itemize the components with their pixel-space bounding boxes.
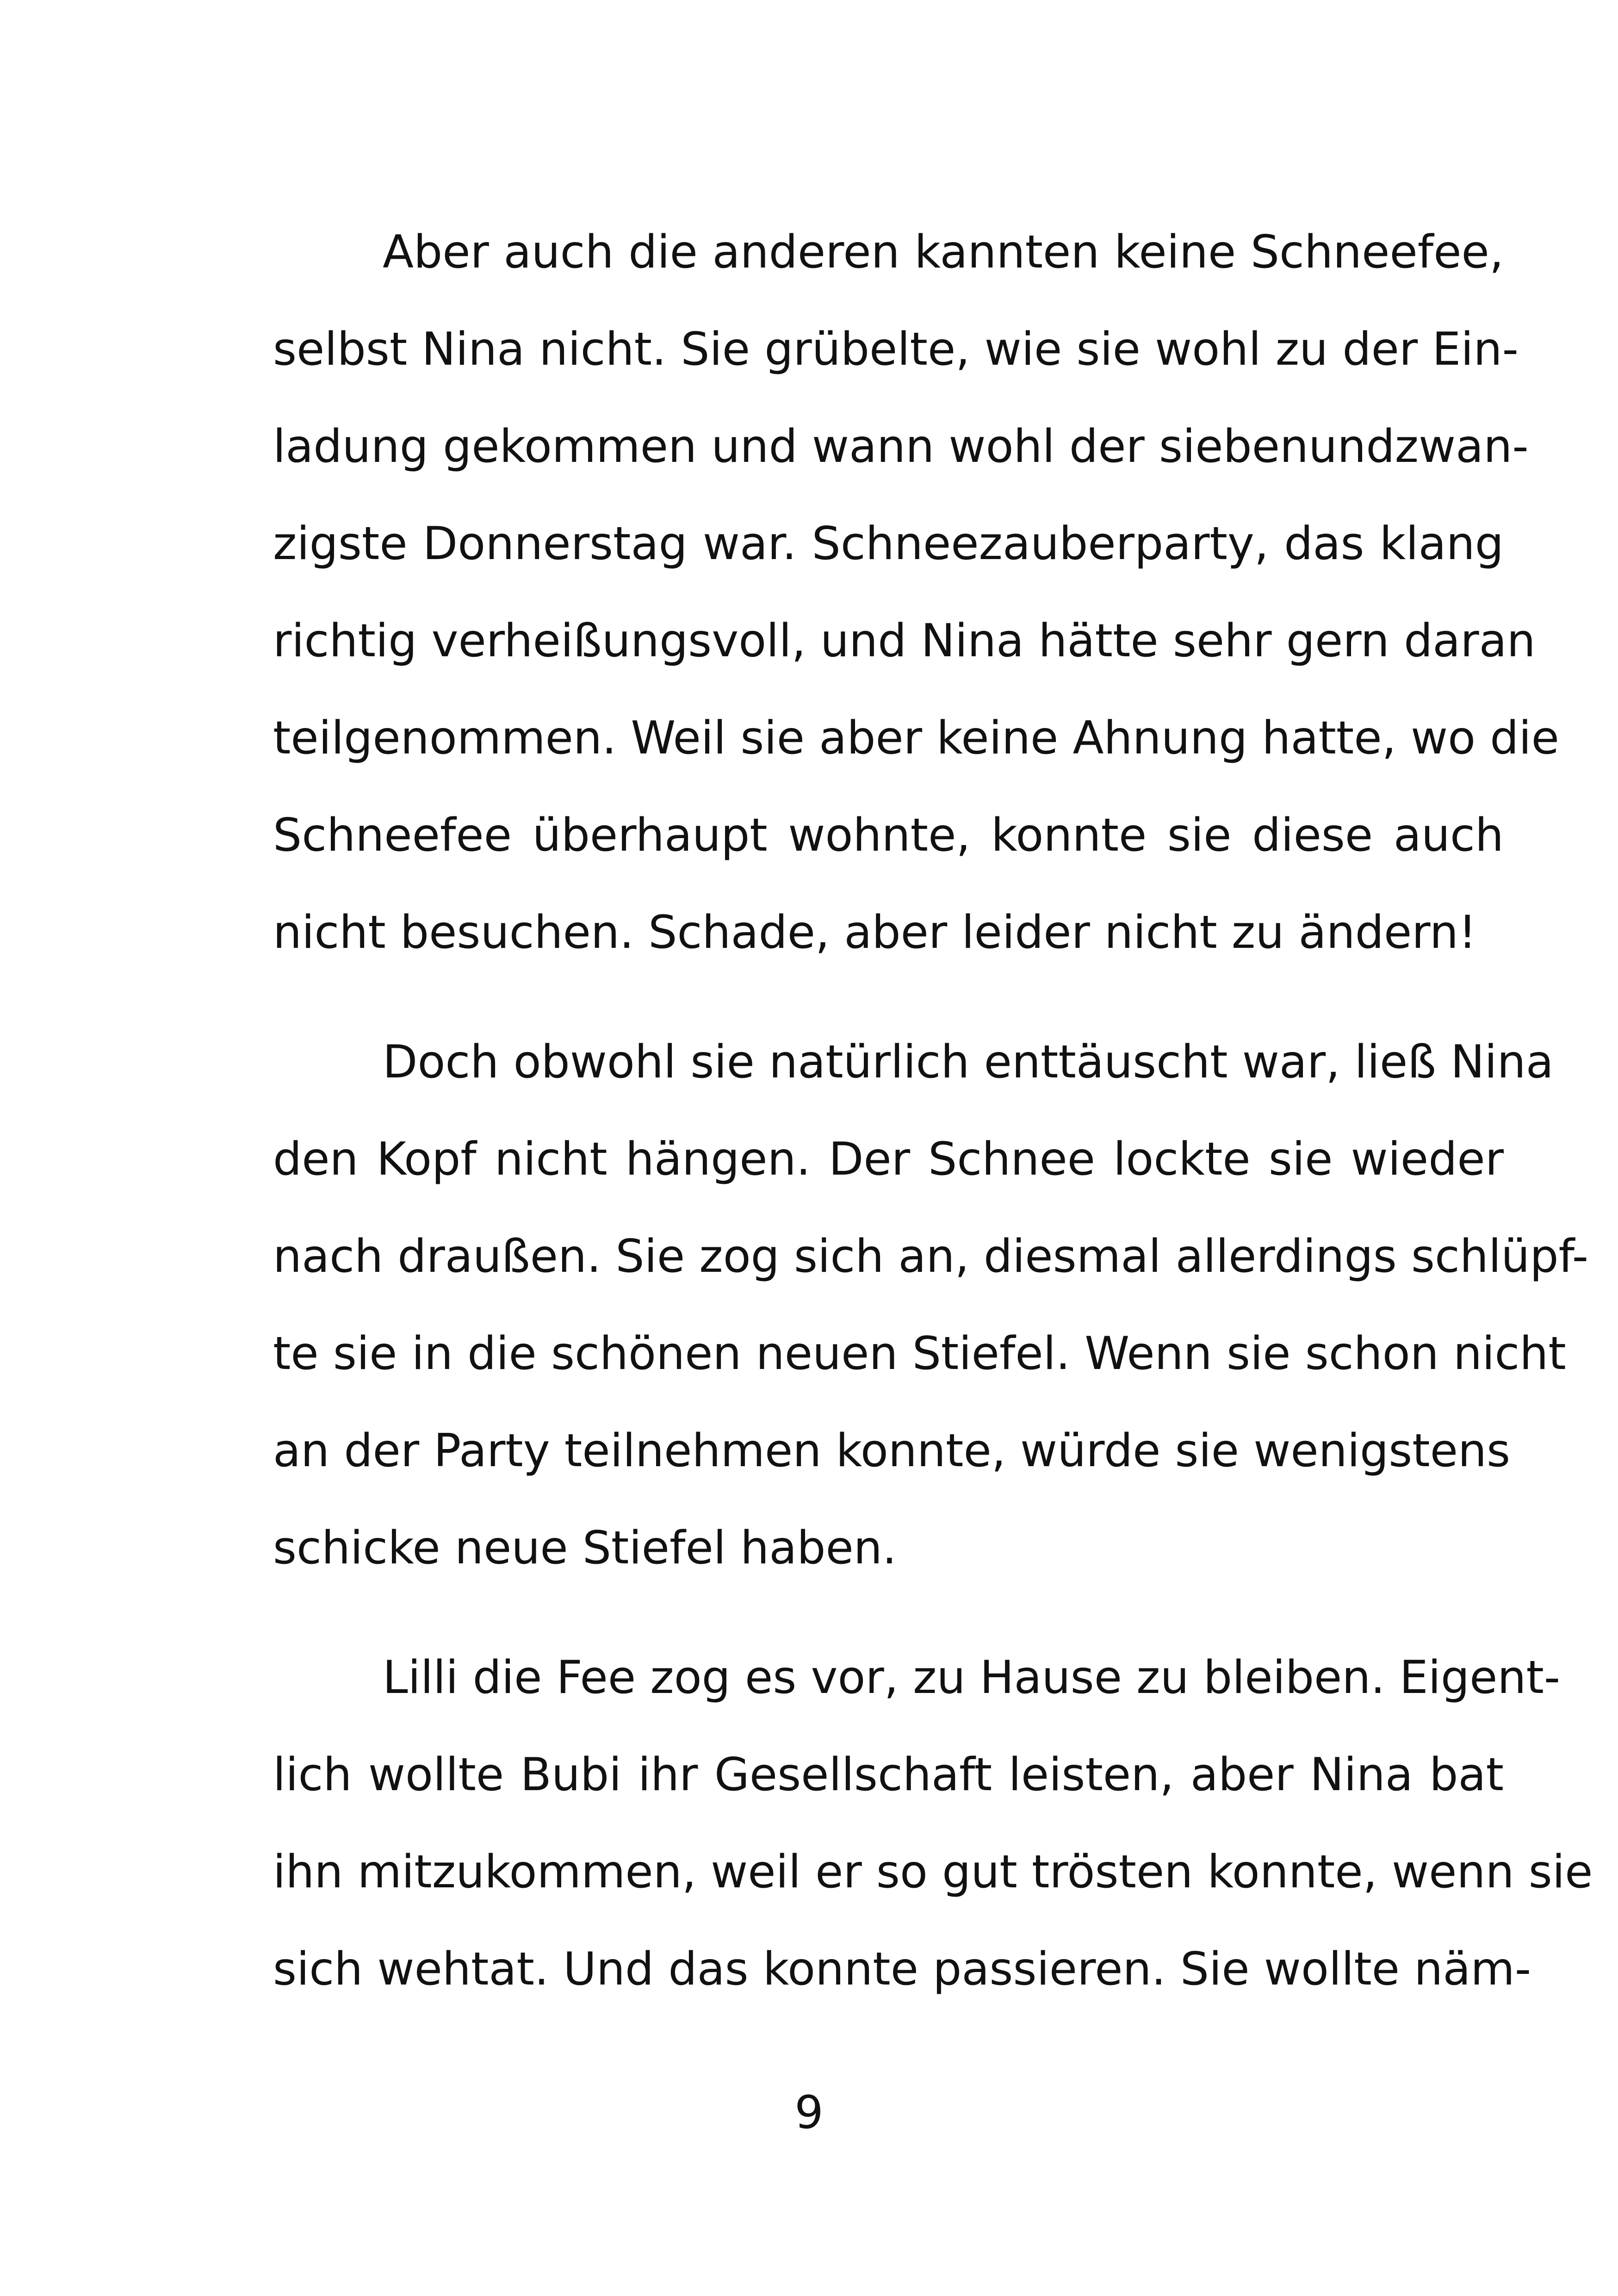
paragraph-1-line-4: zigste Donnerstag war. Schneezauberparty, das klang [273,517,1504,570]
page-number: 9 [794,2086,824,2139]
paragraph-2-line-2: den Kopf nicht hängen. Der Schnee lockte sie wieder [273,1133,1504,1186]
paragraph-1-line-8: nicht besuchen. Schade, aber leider nicht zu ändern! [273,906,1477,959]
paragraph-1-line-5: richtig verheißungsvoll, und Nina hätte sehr gern daran [273,615,1536,667]
paragraph-1-line-7: Schneefee überhaupt wohnte, konnte sie diese auch [273,809,1504,862]
paragraph-3-line-4: sich wehtat. Und das konnte passieren. Sie wollte näm- [273,1943,1531,1996]
paragraph-2-line-4: te sie in die schönen neuen Stiefel. Wenn sie schon nicht [273,1327,1566,1380]
paragraph-2-line-5: an der Party teilnehmen konnte, würde sie wenigstens [273,1425,1511,1477]
paragraph-2-line-6: schicke neue Stiefel haben. [273,1522,897,1574]
paragraph-1-line-3: ladung gekommen und wann wohl der siebenundzwan- [273,420,1529,473]
paragraph-3-line-2: lich wollte Bubi ihr Gesellschaft leisten, aber Nina bat [273,1748,1504,1801]
paragraph-3-line-1: Lilli die Fee zog es vor, zu Hause zu bleiben. Eigent- [383,1651,1561,1704]
paragraph-1-line-6: teilgenommen. Weil sie aber keine Ahnung hatte, wo die [273,712,1559,765]
paragraph-3-line-3: ihn mitzukommen, weil er so gut trösten konnte, wenn sie [273,1846,1593,1898]
paragraph-1-line-2: selbst Nina nicht. Sie grübelte, wie sie wohl zu der Ein- [273,323,1519,376]
paragraph-2-line-1: Doch obwohl sie natürlich enttäuscht war, ließ Nina [383,1036,1554,1089]
paragraph-1-line-1: Aber auch die anderen kannten keine Schneefee, [383,226,1504,279]
paragraph-2-line-3: nach draußen. Sie zog sich an, diesmal allerdings schlüpf- [273,1230,1589,1283]
